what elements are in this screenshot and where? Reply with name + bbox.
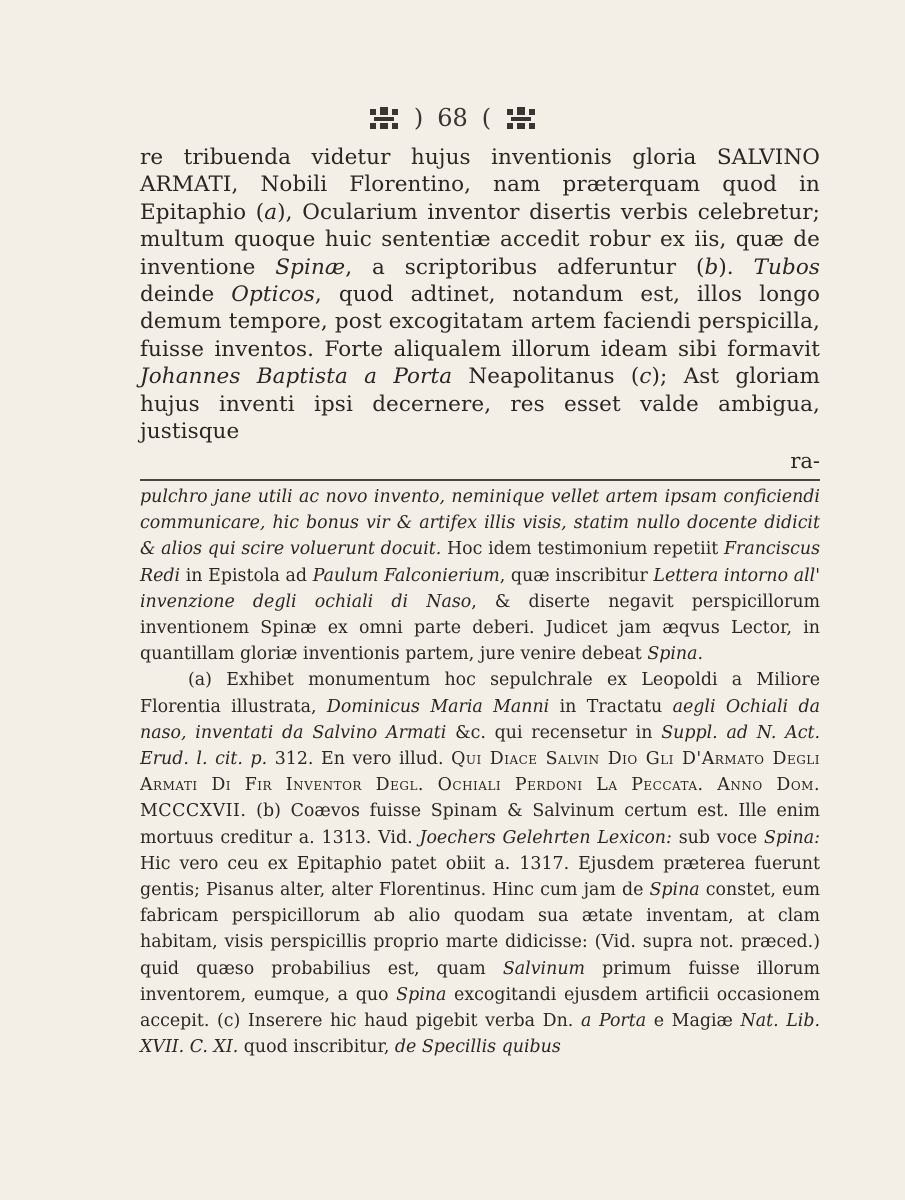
note-text: &c. qui recensetur in xyxy=(446,722,662,743)
page-number: 68 xyxy=(437,104,468,132)
title-de-specillis: de Specillis quibus xyxy=(394,1037,561,1058)
note-text: in Epistola ad xyxy=(180,565,313,586)
title-tractatus: aegli Ochiali da naso, inventati da Salvino Armati xyxy=(140,696,820,743)
body-text: , a scriptoribus adferuntur ( xyxy=(345,254,705,280)
body-text: deinde xyxy=(140,282,232,308)
note-text: , quæ inscribitur xyxy=(499,565,654,586)
body-text: ); Ast gloriam hujus inventi ipsi decernere, res esset valde ambigua, justisque xyxy=(140,364,820,445)
body-text: Neapolitanus ( xyxy=(452,364,640,390)
catchword: ra- xyxy=(790,449,820,473)
name-spina: Spina xyxy=(649,880,700,901)
name-falconierium: Paulum Falconierium xyxy=(312,565,500,586)
header-left-paren: ) xyxy=(413,104,424,132)
epitaph-inscription: Qui Diace Salvin Dio Gli D'Armato Degli Armati Di Fir Inventor Degl. Ochiali Perdoni La Peccata. Anno Dom. MCCCXVII. xyxy=(140,749,820,822)
note-text: Hic vero ceu ex Epitaphio patet obiit a. 1317. Ejusdem præterea fuerunt gentis; Pisanus alter, alter Florentinus. Hinc cum jam de xyxy=(140,853,820,901)
ornament-right-icon xyxy=(505,105,537,131)
note-text: Hoc idem testimonium repetiit xyxy=(441,539,724,560)
name-spina: Spina: xyxy=(763,827,820,848)
body-text: re tribuenda videtur hujus inventionis gloria SALVINO ARMATI, Nobili Florentino, nam præterquam quod in Epitaphio ( xyxy=(140,145,820,225)
note-text: in Tractatu xyxy=(549,696,673,717)
note-text: 312. En vero illud. xyxy=(267,749,444,770)
footnote-ref-b: b xyxy=(704,254,719,280)
note-text: e Magiæ xyxy=(646,1011,741,1032)
note-italic: pulchro jane utili ac novo invento, neminique vellet artem ipsam conficiendi communicare, hic bonus vir & artifex illis visis, statim nullo docente didicit & alios qui scire voluerunt docuit. xyxy=(140,487,820,560)
catchword-line xyxy=(140,449,820,477)
note-text: quod inscribitur, xyxy=(238,1037,395,1058)
body-text: ), Ocularium inventor disertis verbis celebretur; multum quoque huic sententiæ accedit robur ex iis, quæ de inventione xyxy=(140,199,821,280)
note-text: constet, eum fabricam perspicillorum ab alio quodam sua ætate inventam, at clam habitam, visis perspicillis proprio marte didicisse: (Vid. supra not. præced.) quid quæso probabilius est, quam xyxy=(140,880,821,979)
footnotes xyxy=(140,484,820,1060)
name-porta: Johannes Baptista a Porta xyxy=(140,364,453,390)
footnote-a xyxy=(140,667,820,1060)
title-lettera: Lettera intorno all' invenzione degli ochiali di Naso xyxy=(140,565,821,612)
name-spinae: Spinæ xyxy=(275,254,346,280)
note-text: excogitandi ejusdem artificii occasionem accepit. (c) Inserere hic haud pigebit verba Dn. xyxy=(140,984,820,1032)
header-right-paren: ( xyxy=(481,104,492,132)
footnote-ref-a: a xyxy=(264,199,278,225)
main-text xyxy=(140,144,820,445)
note-text: sub voce xyxy=(671,827,764,848)
footnote-rule xyxy=(140,479,820,481)
term-tubos: Tubos xyxy=(753,254,820,280)
note-text: primum fuisse illorum inventorem, eumque, a quo xyxy=(140,958,820,1005)
name-a-porta: a Porta xyxy=(580,1011,647,1032)
title-joecher: Joechers Gelehrten Lexicon: xyxy=(419,827,672,848)
running-head xyxy=(0,98,905,138)
body-text: , quod adtinet, notandum est, illos longo demum tempore, post excogitatam artem faciendi perspicilla, fuisse inventos. Forte aliqualem illorum ideam sibi formavit xyxy=(140,282,820,362)
ornament-left-icon xyxy=(368,105,400,131)
term-opticos: Opticos xyxy=(231,282,315,308)
note-text: , & diserte negavit perspicillorum inventionem Spinæ ex omni parte deberi. Judicet jam æqvus Lector, in quantillam gloriæ inventionis partem, jure venire debeat xyxy=(140,591,821,665)
name-spina: Spina. xyxy=(647,644,704,665)
citation-natlib: Nat. Lib. XVII. C. XI. xyxy=(140,1011,820,1058)
name-manni: Dominicus Maria Manni xyxy=(326,696,550,717)
name-spina: Spina xyxy=(396,984,447,1005)
footnote-continued xyxy=(140,484,820,667)
name-salvinum: Salvinum xyxy=(502,958,586,979)
note-text: (a) Exhibet monumentum hoc sepulchrale ex Leopoldi a Miliore Florentia illustrata, xyxy=(140,670,820,717)
footnote-ref-c: c xyxy=(639,364,652,390)
note-text: (b) Coævos fuisse Spinam & Salvinum certum est. Ille enim mortuus creditur a. 1313. Vid. xyxy=(140,801,820,848)
citation-suppl: Suppl. ad N. Act. Erud. l. cit. p. xyxy=(140,722,820,770)
main-paragraph xyxy=(140,144,820,445)
name-redi: Franciscus Redi xyxy=(140,539,820,586)
body-text: ). xyxy=(718,254,754,280)
